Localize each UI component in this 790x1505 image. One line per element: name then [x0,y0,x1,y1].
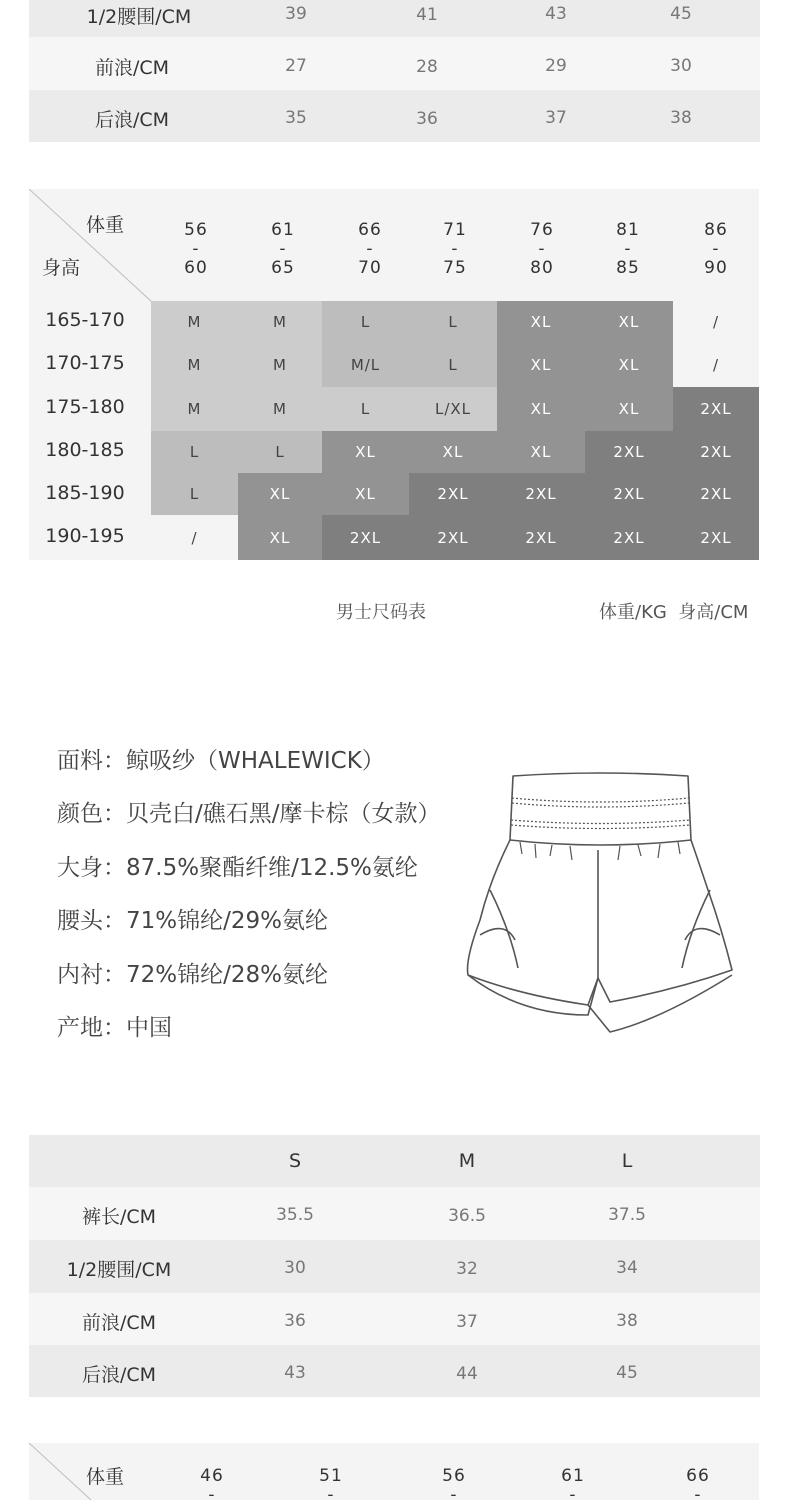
size-cell: / [712,356,720,374]
height-range: 175-180 [45,396,125,418]
weight-range: 51 - [319,1466,343,1505]
spec-waist: 腰头：71%锦纶/29%氨纶 [57,908,328,934]
spec-fabric: 面料：鲸吸纱（WHALEWICK） [57,748,385,774]
cell-value: 29 [545,56,567,76]
size-cell: M [238,387,322,431]
cell-value: 38 [616,1311,638,1331]
cell-value: 43 [545,4,567,24]
weight-range: 86 - 90 [704,220,728,278]
chart-background [29,1443,759,1500]
size-cell: 2XL [673,431,759,473]
spec-lining: 内衬：72%锦纶/28%氨纶 [57,962,328,988]
row-label: 后浪/CM [94,109,170,131]
weight-range: 71 - 75 [443,220,467,278]
size-cell: XL [585,301,673,343]
size-cell: XL [409,431,497,473]
row-label: 后浪/CM [81,1364,157,1386]
cell-value: 43 [284,1363,306,1383]
table-row [29,1240,760,1293]
table-row [29,0,760,37]
size-cell: XL [585,387,673,431]
cell-value: 36.5 [448,1206,486,1226]
size-cell: / [712,313,720,331]
size-cell: XL [238,515,322,560]
table-row [29,90,760,142]
shorts-illustration [460,770,740,1040]
weight-range: 61 - 65 [271,220,295,278]
weight-range: 66 - [686,1466,710,1505]
weight-header: 体重 [86,214,125,236]
row-label: 裤长/CM [81,1206,157,1228]
size-cell: L [322,387,409,431]
size-cell: XL [238,473,322,515]
size-cell: 2XL [409,515,497,560]
cell-value: 30 [670,56,692,76]
weight-range: 61 - [561,1466,585,1505]
weight-range: 66 - 70 [358,220,382,278]
size-cell: XL [497,431,585,473]
size-cell: 2XL [322,515,409,560]
weight-range: 81 - 85 [616,220,640,278]
cell-value: 36 [284,1311,306,1331]
size-cell: 2XL [673,387,759,431]
spec-body: 大身：87.5%聚酯纤维/12.5%氨纶 [57,855,418,881]
size-cell: XL [322,431,409,473]
table-row [29,1345,760,1397]
row-label: 前浪/CM [81,1312,157,1334]
row-label: 1/2腰围/CM [66,1259,172,1281]
spec-color: 颜色：贝壳白/礁石黑/摩卡棕（女款） [57,801,441,827]
cell-value: 41 [416,5,438,25]
cell-value: 37.5 [608,1205,646,1225]
weight-range: 56 - [442,1466,466,1505]
height-range: 190-195 [45,525,125,547]
cell-value: 39 [285,4,307,24]
corner-diagonal-line [29,189,154,304]
cell-value: 38 [670,108,692,128]
size-cell: 2XL [673,515,759,560]
row-label: 1/2腰围/CM [86,6,192,28]
weight-range: 46 - [200,1466,224,1505]
size-cell: 2XL [497,473,585,515]
cell-value: 37 [545,108,567,128]
column-header: M [458,1150,476,1172]
cell-value: 44 [456,1364,478,1384]
table-row [29,1187,760,1240]
cell-value: 35.5 [276,1205,314,1225]
row-label: 前浪/CM [94,57,170,79]
size-cell: L [151,431,238,473]
weight-range: 56 - 60 [184,220,208,278]
size-cell: XL [497,301,585,343]
table-row [29,37,760,90]
size-cell: L [322,301,409,343]
cell-value: 37 [456,1312,478,1332]
size-cell: 2XL [409,473,497,515]
cell-value: 34 [616,1258,638,1278]
cell-value: 27 [285,56,307,76]
cell-value: 35 [285,108,307,128]
size-cell: 2XL [497,515,585,560]
height-header: 身高 [42,257,81,279]
column-header: L [621,1150,633,1172]
size-cell: L/XL [409,387,497,431]
cell-value: 32 [456,1259,478,1279]
size-cell: / [191,528,198,547]
size-cell: M [238,343,322,387]
weight-range: 76 - 80 [530,220,554,278]
size-cell: M [238,301,322,343]
size-cell: XL [322,473,409,515]
height-range: 180-185 [45,439,125,461]
chart-caption: 男士尺码表 [336,602,426,623]
size-cell: L [409,343,497,387]
chart-units: 体重/KG 身高/CM [599,602,749,623]
table-row [29,1293,760,1345]
height-range: 170-175 [45,352,125,374]
table-header-row [29,1135,760,1187]
height-range: 165-170 [45,309,125,331]
size-cell: XL [585,343,673,387]
size-cell: 2XL [673,473,759,515]
size-cell: XL [497,343,585,387]
cell-value: 36 [416,109,438,129]
size-cell: L [409,301,497,343]
size-cell: XL [497,387,585,431]
cell-value: 45 [616,1363,638,1383]
size-cell: M [151,301,238,343]
size-cell: 2XL [585,431,673,473]
column-header: S [288,1150,302,1172]
weight-header: 体重 [86,1466,125,1488]
size-cell: L [238,431,322,473]
cell-value: 28 [416,57,438,77]
height-range: 185-190 [45,482,125,504]
size-cell: L [151,473,238,515]
size-cell: M/L [322,343,409,387]
size-cell: 2XL [585,473,673,515]
size-cell: M [151,343,238,387]
cell-value: 30 [284,1258,306,1278]
size-cell: 2XL [585,515,673,560]
spec-origin: 产地：中国 [57,1015,172,1041]
cell-value: 45 [670,4,692,24]
size-cell: M [151,387,238,431]
